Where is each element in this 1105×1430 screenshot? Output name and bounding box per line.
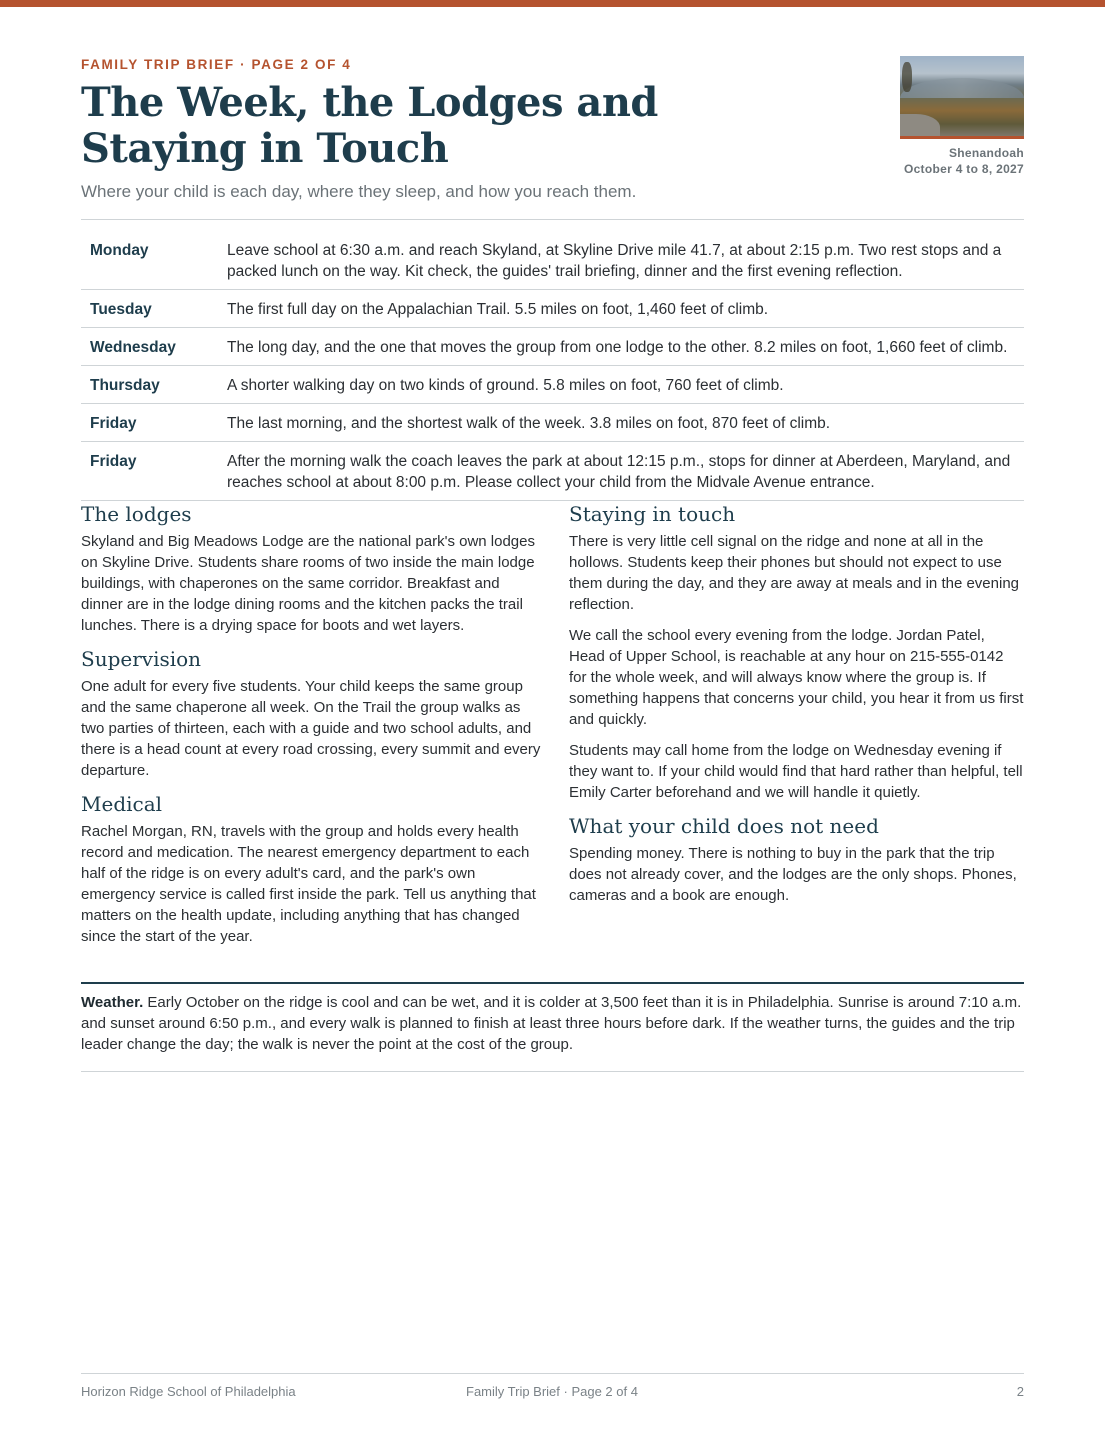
lodges-section — [81, 501, 541, 636]
staying-in-touch-section — [569, 501, 1024, 803]
schedule-day: Friday — [81, 404, 227, 442]
schedule-description: After the morning walk the coach leaves the park at about 12:15 p.m., stops for dinner at Aberdeen, Maryland, and reaches school at about 8:00 p.m. Please collect your child from the Midvale Avenue entrance. — [227, 442, 1024, 501]
schedule-table — [81, 231, 1024, 501]
staying-in-touch-heading: Staying in touch — [569, 502, 736, 526]
staying-in-touch-text-3: Students may call home from the lodge on Wednesday evening if they want to. If your child would find that hard rather than helpful, tell Emily Carter beforehand and we will handle it quietly. — [569, 742, 1023, 801]
table-row — [81, 290, 1024, 328]
medical-text: Rachel Morgan, RN, travels with the group and holds every health record and medication. The nearest emergency department to each half of the ridge is on every adult's card, and the park's own emergency service is called first inside the park. Tell us anything that matters on the health update, including anything that has changed since the start of the year. — [81, 823, 536, 945]
staying-in-touch-text-1: There is very little cell signal on the ridge and none at all in the hollows. Students keep their phones but should not expect to use them during the day, and they are away at meals and in the evening reflection. — [569, 533, 1020, 613]
supervision-section — [81, 646, 541, 781]
page-subtitle: Where your child is each day, where they sleep, and how you reach them. — [81, 182, 637, 201]
schedule-day: Wednesday — [81, 328, 227, 366]
schedule-description: A shorter walking day on two kinds of ground. 5.8 miles on foot, 760 feet of climb. — [227, 366, 1024, 404]
schedule-description: The long day, and the one that moves the group from one lodge to the other. 8.2 miles on foot, 1,660 feet of climb. — [227, 328, 1024, 366]
lodges-heading: The lodges — [81, 502, 192, 526]
schedule-day: Thursday — [81, 366, 227, 404]
schedule-description: The first full day on the Appalachian Trail. 5.5 miles on foot, 1,460 feet of climb. — [227, 290, 1024, 328]
schedule-day: Tuesday — [81, 290, 227, 328]
schedule-day: Monday — [81, 231, 227, 290]
footer-school-name: Horizon Ridge School of Philadelphia — [81, 1384, 296, 1399]
weather-label: Weather. — [81, 994, 144, 1011]
medical-section — [81, 791, 541, 947]
page-title: The Week, the Lodges and Staying in Touch — [81, 79, 658, 172]
footer-divider — [81, 1373, 1024, 1374]
medical-heading: Medical — [81, 792, 163, 816]
weather-text: Early October on the ridge is cool and can be wet, and it is colder at 3,500 feet than it is in Philadelphia. Sunrise is around 7:10 a.m. and sunset around 6:50 p.m., and every walk is planned to finish at least three hours before dark. If the weather turns, the guides and the trip leader change the day; the walk is never the point at the cost of the group. — [81, 994, 1022, 1053]
table-row — [81, 404, 1024, 442]
left-column — [81, 501, 541, 957]
weather-divider — [81, 1071, 1024, 1072]
photo-caption-place: Shenandoah — [948, 146, 1024, 160]
shenandoah-photo — [900, 56, 1024, 139]
not-needed-section — [569, 813, 1024, 906]
table-row — [81, 366, 1024, 404]
supervision-heading: Supervision — [81, 647, 202, 671]
table-row — [81, 231, 1024, 290]
table-row — [81, 328, 1024, 366]
schedule-description: Leave school at 6:30 a.m. and reach Skyland, at Skyline Drive mile 41.7, at about 2:15 p.m. Two rest stops and a packed lunch on the way. Kit check, the guides' trail briefing, dinner and the first evening reflection. — [227, 231, 1024, 290]
schedule-day: Friday — [81, 442, 227, 501]
footer-document-title: Family Trip Brief · Page 2 of 4 — [466, 1384, 638, 1399]
weather-note — [81, 982, 1024, 1055]
table-row — [81, 442, 1024, 501]
right-column — [569, 501, 1024, 916]
header-divider — [81, 219, 1024, 220]
eyebrow-label: FAMILY TRIP BRIEF · PAGE 2 OF 4 — [81, 57, 352, 72]
not-needed-text: Spending money. There is nothing to buy in the park that the trip does not already cover, and the lodges are the only shops. Phones, cameras and a book are enough. — [569, 845, 1017, 904]
photo-caption-dates: October 4 to 8, 2027 — [903, 162, 1024, 176]
staying-in-touch-text-2: We call the school every evening from the lodge. Jordan Patel, Head of Upper School, is reachable at any hour on 215-555-0142 for the whole week, and will always know where the group is. If something happens that concerns your child, you hear it from us first and quickly. — [569, 627, 1024, 728]
not-needed-heading: What your child does not need — [569, 814, 879, 838]
schedule-description: The last morning, and the shortest walk of the week. 3.8 miles on foot, 870 feet of climb. — [227, 404, 1024, 442]
top-accent-bar — [0, 0, 1105, 7]
footer-page-number: 2 — [1016, 1384, 1024, 1399]
header-photo-block — [900, 56, 1024, 177]
lodges-text: Skyland and Big Meadows Lodge are the national park's own lodges on Skyline Drive. Students share rooms of two inside the main lodge buildings, with chaperones on the same corridor. Breakfast and dinner are in the lodge dining rooms and the kitchen packs the trail lunches. There is a drying space for boots and wet layers. — [81, 533, 535, 634]
photo-caption — [900, 145, 1024, 177]
supervision-text: One adult for every five students. Your child keeps the same group and the same chaperone all week. On the Trail the group walks as two parties of thirteen, each with a guide and two school adults, and there is a head count at every road crossing, every summit and every departure. — [81, 678, 541, 779]
